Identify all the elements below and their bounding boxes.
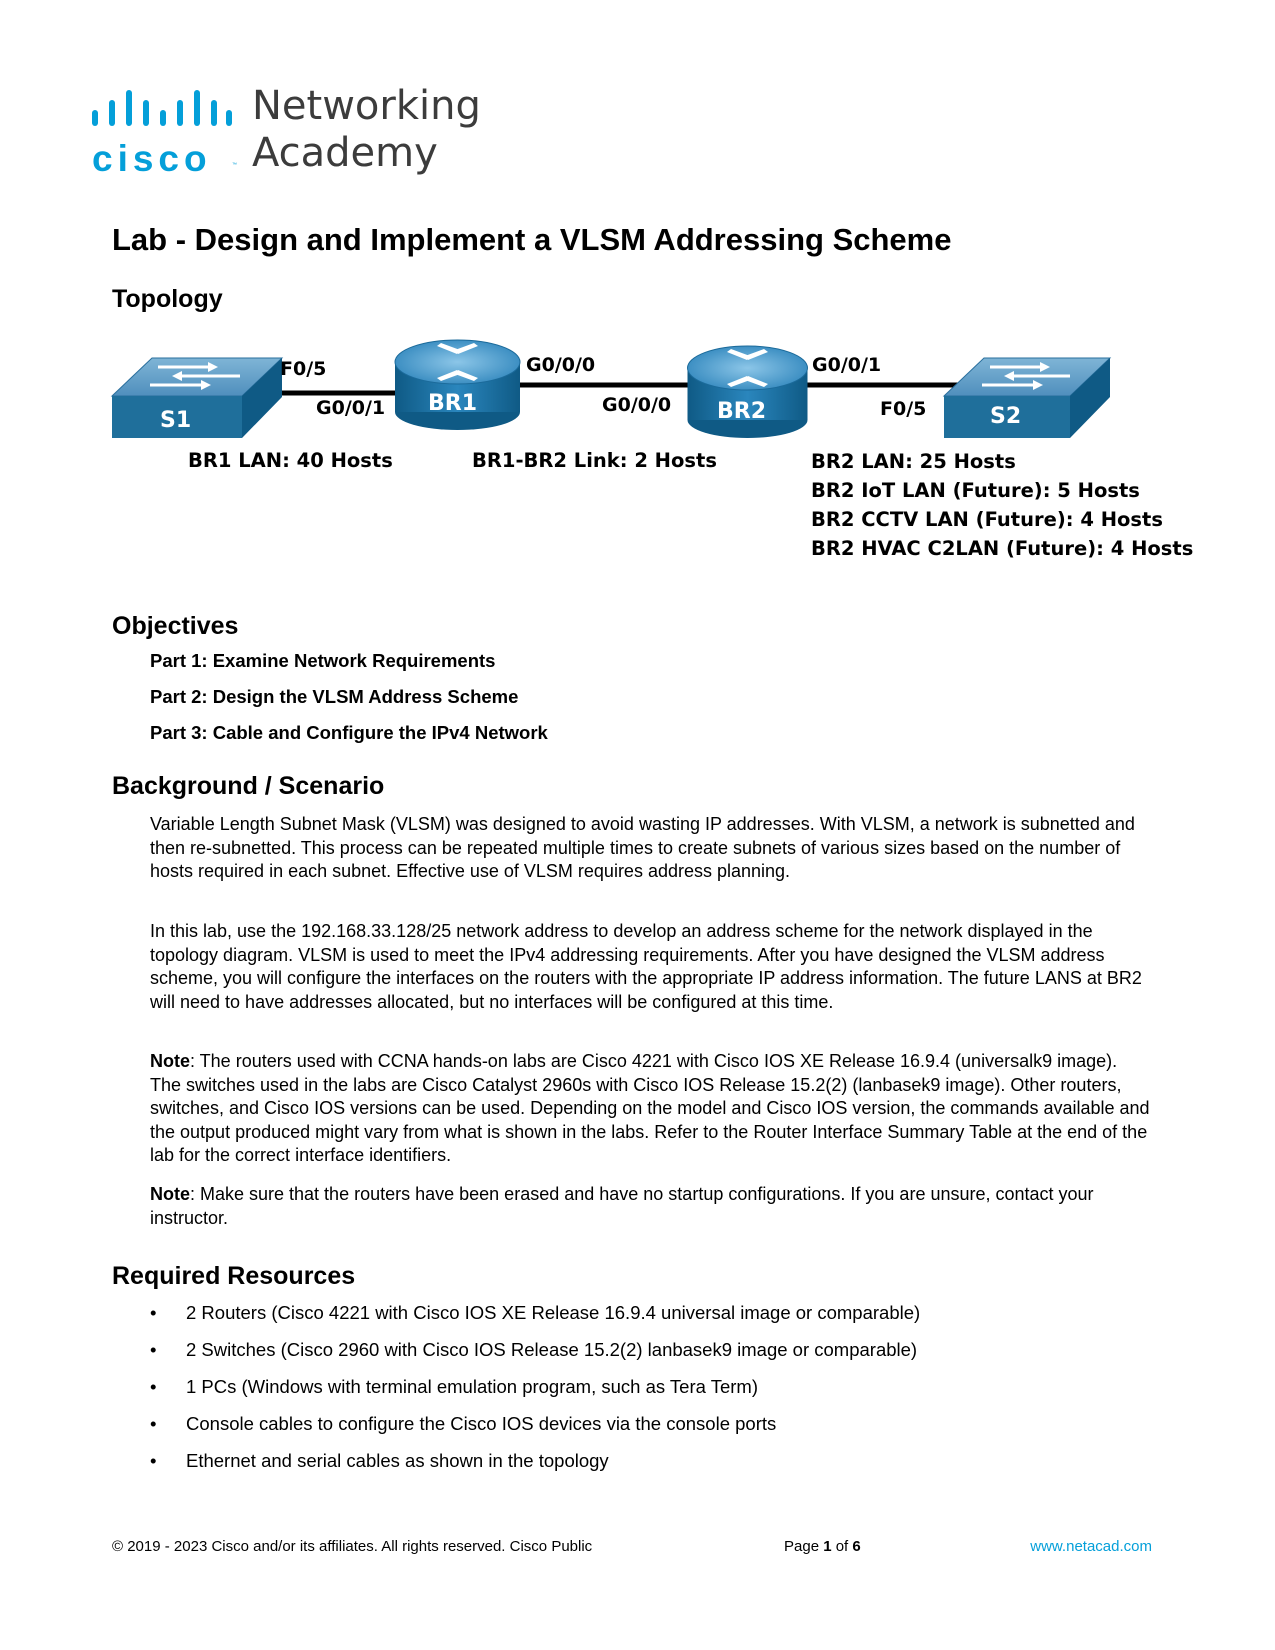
port-label-br2-g000: G0/0/0 — [602, 394, 672, 416]
bullet: • — [150, 1302, 157, 1323]
footer-website-link[interactable]: www.netacad.com — [1030, 1538, 1152, 1555]
objective-part-2: Part 2: Design the VLSM Address Scheme — [150, 686, 519, 707]
note-2-text: : Make sure that the routers have been erased and have no startup configurations. If you are unsure, contact your instructor. — [150, 1184, 1094, 1228]
logo-networking-text: Networking — [252, 83, 481, 129]
device-label-br1: BR1 — [428, 391, 478, 416]
port-label-br1-g001: G0/0/1 — [316, 397, 386, 419]
label-br2-hvac: BR2 HVAC C2LAN (Future): 4 Hosts — [811, 537, 1194, 560]
device-label-s1: S1 — [160, 408, 192, 433]
device-label-s2: S2 — [990, 404, 1022, 429]
port-label-br1-g000: G0/0/0 — [526, 354, 596, 376]
document-title: Lab - Design and Implement a VLSM Addressing Scheme — [112, 222, 952, 257]
router-br1-icon — [395, 340, 520, 430]
switch-s1-icon — [112, 358, 282, 438]
page-of: of — [831, 1538, 853, 1555]
note-label: Note — [150, 1051, 190, 1071]
footer-copyright: © 2019 - 2023 Cisco and/or its affiliates. All rights reserved. Cisco Public — [112, 1538, 593, 1555]
port-label-s2-f05: F0/5 — [880, 398, 927, 420]
objectives-heading: Objectives — [112, 612, 239, 640]
label-br2-cctv: BR2 CCTV LAN (Future): 4 Hosts — [811, 508, 1163, 531]
label-br2-lan: BR2 LAN: 25 Hosts — [811, 450, 1016, 473]
page-total: 6 — [852, 1538, 861, 1555]
resource-text: 1 PCs (Windows with terminal emulation program, such as Tera Term) — [186, 1376, 758, 1397]
port-label-br2-g001: G0/0/1 — [812, 354, 882, 376]
cisco-bars-icon — [92, 88, 232, 134]
bullet: • — [150, 1339, 157, 1360]
router-br2-icon — [688, 346, 808, 438]
note-label: Note — [150, 1184, 190, 1204]
background-heading: Background / Scenario — [112, 772, 385, 800]
objective-part-1: Part 1: Examine Network Requirements — [150, 650, 496, 671]
switch-s2-icon — [944, 358, 1110, 438]
page-footer — [112, 1538, 1152, 1560]
background-note-2 — [150, 1183, 1150, 1230]
resource-text: Ethernet and serial cables as shown in the topology — [186, 1450, 609, 1471]
logo-wordmark: cisco — [92, 138, 212, 179]
objective-part-3: Part 3: Cable and Configure the IPv4 Network — [150, 722, 548, 743]
port-label-s1-f05: F0/5 — [280, 358, 327, 380]
note-1-text: : The routers used with CCNA hands-on labs are Cisco 4221 with Cisco IOS XE Release 16.9.4 (universalk9 image). The switches used in the labs are Cisco Catalyst 2960s with Cisco IOS Release 15.2(2) (lanbasek9 image). Other routers, switches, and Cisco IOS versions can be used. Depending on the model and Cisco IOS version, the commands available and the output produced might vary from what is shown in the labs. Refer to the Router Interface Summary Table at the end of the lab for the correct interface identifiers. — [150, 1051, 1150, 1165]
resources-heading: Required Resources — [112, 1262, 356, 1290]
topology-heading: Topology — [112, 285, 223, 313]
label-br1-lan: BR1 LAN: 40 Hosts — [188, 449, 393, 472]
label-br2-iot: BR2 IoT LAN (Future): 5 Hosts — [811, 479, 1140, 502]
page-prefix: Page — [784, 1538, 824, 1555]
topology-diagram — [0, 320, 1275, 570]
background-note-1 — [150, 1050, 1150, 1168]
bullet: • — [150, 1376, 157, 1397]
resource-text: 2 Routers (Cisco 4221 with Cisco IOS XE Release 16.9.4 universal image or comparable) — [186, 1302, 921, 1323]
background-paragraph-2: In this lab, use the 192.168.33.128/25 network address to develop an address scheme for the network displayed in the topology diagram. VLSM is used to meet the IPv4 addressing requirements. After you have designed the VLSM address scheme, you will configure the interfaces on the routers with the appropriate IP address information. The future LANS at BR2 will need to have addresses allocated, but no interfaces will be configured at this time. — [150, 921, 1142, 1012]
bullet: • — [150, 1450, 157, 1471]
logo-academy-text: Academy — [252, 130, 438, 176]
resource-text: 2 Switches (Cisco 2960 with Cisco IOS Release 15.2(2) lanbasek9 image or comparable) — [186, 1339, 918, 1360]
device-label-br2: BR2 — [717, 399, 767, 424]
resource-text: Console cables to configure the Cisco IOS devices via the console ports — [186, 1413, 777, 1434]
footer-page-number — [784, 1538, 861, 1555]
logo-trademark: ™ — [232, 162, 237, 168]
bullet: • — [150, 1413, 157, 1434]
page-current: 1 — [823, 1538, 832, 1555]
label-br1-br2-link: BR1-BR2 Link: 2 Hosts — [472, 449, 717, 472]
background-paragraph-1: Variable Length Subnet Mask (VLSM) was designed to avoid wasting IP addresses. With VLSM, a network is subnetted and then re-subnetted. This process can be repeated multiple times to create subnets of various sizes based on the number of hosts required in each subnet. Effective use of VLSM requires address planning. — [150, 814, 1135, 881]
